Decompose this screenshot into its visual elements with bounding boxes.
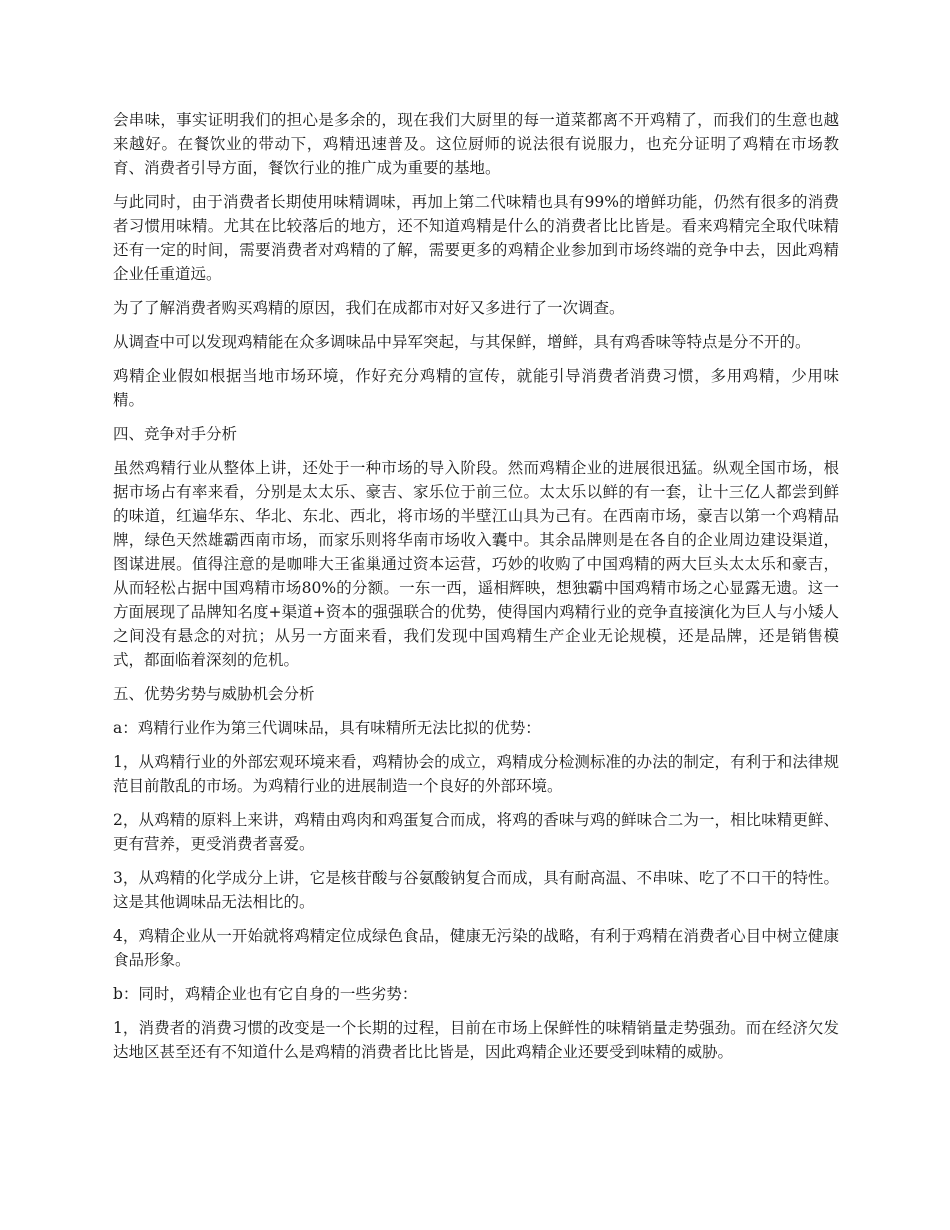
list-item: 1，从鸡精行业的外部宏观环境来看，鸡精协会的成立，鸡精成分检测标准的办法的制定，有利于和法律规范目前散乱的市场。为鸡精行业的进展制造一个良好的外部环境。 — [113, 753, 839, 795]
paragraph: 为了了解消费者购买鸡精的原因，我们在成都市对好又多进行了一次调查。 — [113, 299, 625, 317]
paragraph: 与此同时，由于消费者长期使用味精调味，再加上第二代味精也具有99%的增鲜功能，仍然有很多的消费者习惯用味精。尤其在比较落后的地方，还不知道鸡精是什么的消费者比比皆是。看来鸡精完全取代味精还有一定的时间，需要消费者对鸡精的了解，需要更多的鸡精企业参加到市场终端的竞争中去，因此鸡精企业任重道远。 — [113, 193, 839, 283]
paragraph: 虽然鸡精行业从整体上讲，还处于一种市场的导入阶段。然而鸡精企业的进展很迅猛。纵观全国市场，根据市场占有率来看，分别是太太乐、豪吉、家乐位于前三位。太太乐以鲜的有一套，让十三亿人都尝到鲜的味道，红遍华东、华北、东北、西北，将市场的半壁江山具为己有。在西南市场，豪吉以第一个鸡精品牌，绿色天然雄霸西南市场，而家乐则将华南市场收入囊中。其余品牌则是在各自的企业周边建设渠道，图谋进展。值得注意的是咖啡大王雀巢通过资本运营，巧妙的收购了中国鸡精的两大巨头太太乐和豪吉，从而轻松占据中国鸡精市场80%的分额。一东一西，遥相辉映，想独霸中国鸡精市场之心显露无遗。这一方面展现了品牌知名度+渠道+资本的强强联合的优势，使得国内鸡精行业的竞争直接演化为巨人与小矮人之间没有悬念的对抗；从另一方面来看，我们发现中国鸡精生产企业无论规模，还是品牌，还是销售模式，都面临着深刻的危机。 — [113, 459, 839, 669]
section-heading: 五、优势劣势与威胁机会分析 — [113, 685, 315, 703]
list-item: 2，从鸡精的原料上来讲，鸡精由鸡肉和鸡蛋复合而成，将鸡的香味与鸡的鲜味合二为一，相比味精更鲜、更有营养，更受消费者喜爱。 — [113, 811, 839, 853]
paragraph: 从调查中可以发现鸡精能在众多调味品中异军突起，与其保鲜，增鲜，具有鸡香味等特点是分不开的。 — [113, 333, 811, 351]
list-item: 3，从鸡精的化学成分上讲，它是核苷酸与谷氨酸钠复合而成，具有耐高温、不串味、吃了不口干的特性。这是其他调味品无法相比的。 — [113, 869, 839, 911]
section-heading: 四、竞争对手分析 — [113, 425, 238, 443]
paragraph: 会串味，事实证明我们的担心是多余的，现在我们大厨里的每一道菜都离不开鸡精了，而我们的生意也越来越好。在餐饮业的带动下，鸡精迅速普及。这位厨师的说法很有说服力，也充分证明了鸡精在市场教育、消费者引导方面，餐饮行业的推广成为重要的基地。 — [113, 111, 839, 177]
list-item: 4，鸡精企业从一开始就将鸡精定位成绿色食品，健康无污染的战略，有利于鸡精在消费者心目中树立健康食品形象。 — [113, 927, 839, 969]
list-item: 1，消费者的消费习惯的改变是一个长期的过程，目前在市场上保鲜性的味精销量走势强劲。而在经济欠发达地区甚至还有不知道什么是鸡精的消费者比比皆是，因此鸡精企业还要受到味精的威胁。 — [113, 1019, 839, 1061]
paragraph: a：鸡精行业作为第三代调味品，具有味精所无法比拟的优势： — [113, 719, 541, 737]
document-page — [113, 108, 839, 1074]
paragraph: 鸡精企业假如根据当地市场环境，作好充分鸡精的宣传，就能引导消费者消费习惯，多用鸡精，少用味精。 — [113, 367, 839, 409]
paragraph: b：同时，鸡精企业也有它自身的一些劣势： — [113, 985, 418, 1003]
